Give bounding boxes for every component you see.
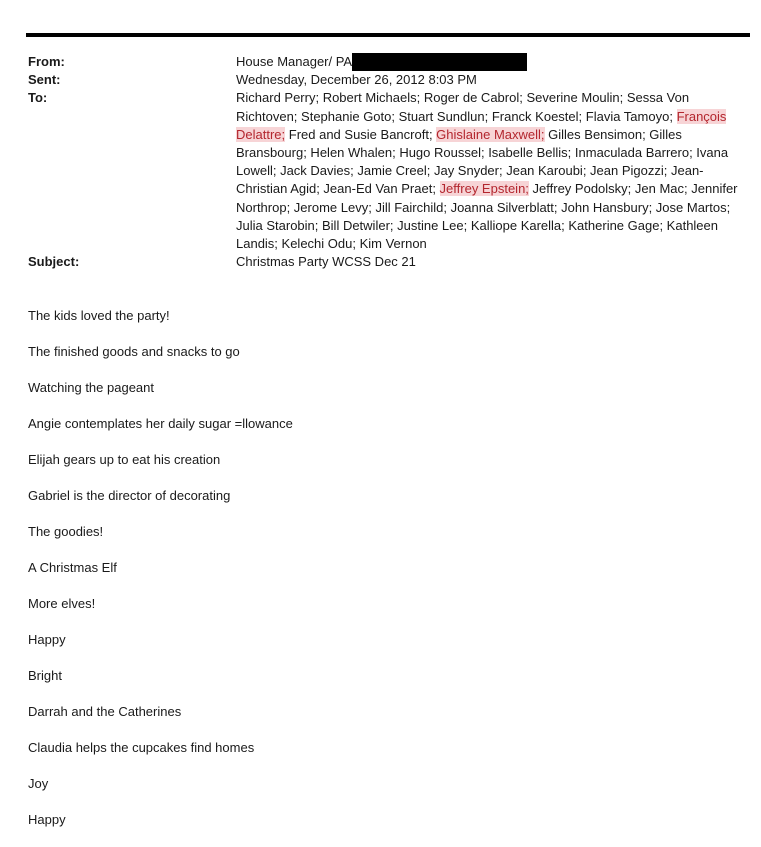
recipient-text: Fred and Susie Bancroft; <box>285 126 437 142</box>
body-line: Happy <box>28 812 66 827</box>
body-line: Happy <box>28 632 66 647</box>
from-text: House Manager/ PA <box>236 54 353 69</box>
highlighted-recipient: François Delattre; <box>236 108 727 142</box>
body-line: The finished goods and snacks to go <box>28 344 240 359</box>
body-line: Angie contemplates her daily sugar =llowance <box>28 416 293 431</box>
body-line: Claudia helps the cupcakes find homes <box>28 740 255 755</box>
body-line: Gabriel is the director of decorating <box>28 488 231 503</box>
body-line: A Christmas Elf <box>28 560 117 575</box>
body-line: Darrah and the Catherines <box>28 704 182 719</box>
highlighted-recipient: Jeffrey Epstein; <box>439 181 529 197</box>
email-header <box>28 53 748 271</box>
body-line: The goodies! <box>28 524 104 539</box>
body-line: Watching the pageant <box>28 380 154 395</box>
recipient-text: Gilles Bensimon; Gilles Bransbourg; Helen Whalen; Hugo Roussel; Isabelle Bellis; Inmaculada Barrero; Ivana Lowell; Jack Davies; Jamie Creel; Jay Snyder; Jean Karoubi; Jean Pigozzi; Jean-Christian Agid; Jean-Ed Van Praet; <box>236 126 729 197</box>
sent-label: Sent: <box>28 72 61 88</box>
email-body <box>28 307 293 847</box>
subject-value: Christmas Party WCSS Dec 21 <box>236 254 416 270</box>
to-row <box>28 89 748 253</box>
body-line: More elves! <box>28 596 96 611</box>
header-divider <box>26 33 750 37</box>
body-line: Bright <box>28 668 62 683</box>
to-value <box>236 89 744 253</box>
body-line: Joy <box>28 776 49 791</box>
body-line: The kids loved the party! <box>28 308 170 323</box>
sent-row <box>28 71 748 89</box>
recipient-text: Jeffrey Podolsky; Jen Mac; Jennifer Northrop; Jerome Levy; Jill Fairchild; Joanna Silverblatt; John Hansbury; Jose Martos; Julia Starobin; Bill Detwiler; Justine Lee; Kalliope Karella; Katherine Gage; Kathleen Landis; Kelechi Odu; Kim Vernon <box>236 181 738 252</box>
from-row <box>28 53 748 71</box>
sent-value: Wednesday, December 26, 2012 8:03 PM <box>236 72 477 88</box>
from-value <box>236 53 744 71</box>
body-line: Elijah gears up to eat his creation <box>28 452 221 467</box>
recipient-text: Richard Perry; Robert Michaels; Roger de Cabrol; Severine Moulin; Sessa Von Richtoven; Stephanie Goto; Stuart Sundlun; Franck Koestel; Flavia Tamoyo; <box>236 90 690 124</box>
highlighted-recipient: Ghislaine Maxwell; <box>436 126 545 142</box>
redaction-box <box>352 53 527 71</box>
subject-row <box>28 253 748 271</box>
to-label: To: <box>28 90 48 106</box>
from-label: From: <box>28 54 65 69</box>
subject-label: Subject: <box>28 254 80 270</box>
